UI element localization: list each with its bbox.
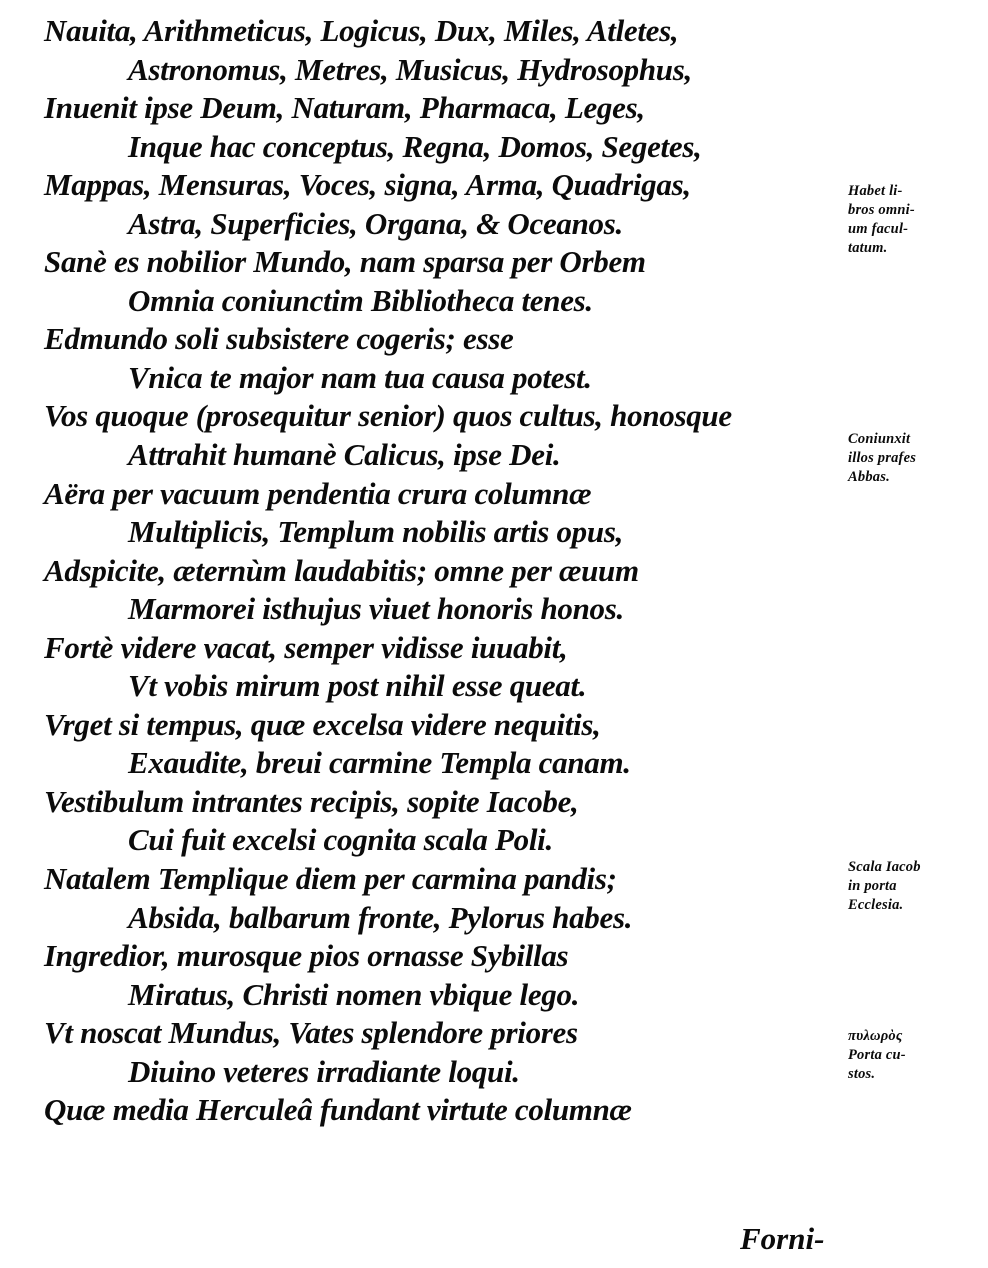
verse-line: Vt noscat Mundus, Vates splendore priores [44,1015,578,1051]
verse-line: Inque hac conceptus, Regna, Domos, Segetes, [128,128,702,164]
verse-line: Omnia coniunctim Bibliotheca tenes. [128,282,593,318]
verse-line: Fortè videre vacat, semper vidisse iuuabit, [44,629,568,665]
verse-line: Nauita, Arithmeticus, Logicus, Dux, Miles, Atletes, [44,13,679,48]
marginal-note: Coniunxit illos prafes Abbas. [848,431,917,485]
verse-line: Inuenit ipse Deum, Naturam, Pharmaca, Leges, [44,90,645,126]
verse-line: Vestibulum intrantes recipis, sopite Iacobe, [44,783,579,819]
verse-line: Exaudite, breui carmine Templa canam. [128,745,631,781]
verse-line: Diuino veteres irradiante loqui. [128,1053,520,1089]
verse-line: Adspicite, æternùm laudabitis; omne per æuum [44,552,639,588]
marginal-note: πυλωρὸς Porta cu- stos. [848,1028,906,1082]
verse-line: Attrahit humanè Calicus, ipse Dei. [128,437,561,473]
marginal-note: Habet li- bros omni- um facul- tatum. [848,183,915,256]
verse-line: Multiplicis, Templum nobilis artis opus, [128,514,624,550]
verse-block [44,12,834,1130]
verse-line: Vnica te major nam tua causa potest. [128,359,592,395]
marginal-note: Scala Iacob in porta Ecclesia. [848,859,921,913]
verse-line: Edmundo soli subsistere cogeris; esse [44,321,514,357]
verse-line: Absida, balbarum fronte, Pylorus habes. [128,899,633,935]
verse-line: Miratus, Christi nomen vbique lego. [128,976,580,1012]
verse-line: Cui fuit excelsi cognita scala Poli. [128,822,553,858]
verse-line: Ingredior, murosque pios ornasse Sybillas [44,938,569,974]
verse-line: Marmorei isthujus viuet honoris honos. [128,591,624,627]
verse-line: Mappas, Mensuras, Voces, signa, Arma, Quadrigas, [44,167,691,203]
verse-line: Aëra per vacuum pendentia crura columnæ [44,475,592,511]
verse-line: Vrget si tempus, quæ excelsa videre nequitis, [44,706,601,742]
verse-line: Sanè es nobilior Mundo, nam sparsa per Orbem [44,244,646,280]
verse-line: Astronomus, Metres, Musicus, Hydrosophus, [128,51,692,87]
verse-line: Natalem Templique diem per carmina pandis; [44,861,617,897]
catchword: Forni- [740,1221,825,1256]
verse-line: Astra, Superficies, Organa, & Oceanos. [128,205,623,241]
verse-line: Vt vobis mirum post nihil esse queat. [128,668,587,704]
verse-line: Vos quoque (prosequitur senior) quos cultus, honosque [44,398,732,434]
verse-line: Quæ media Herculeâ fundant virtute columnæ [44,1092,632,1128]
